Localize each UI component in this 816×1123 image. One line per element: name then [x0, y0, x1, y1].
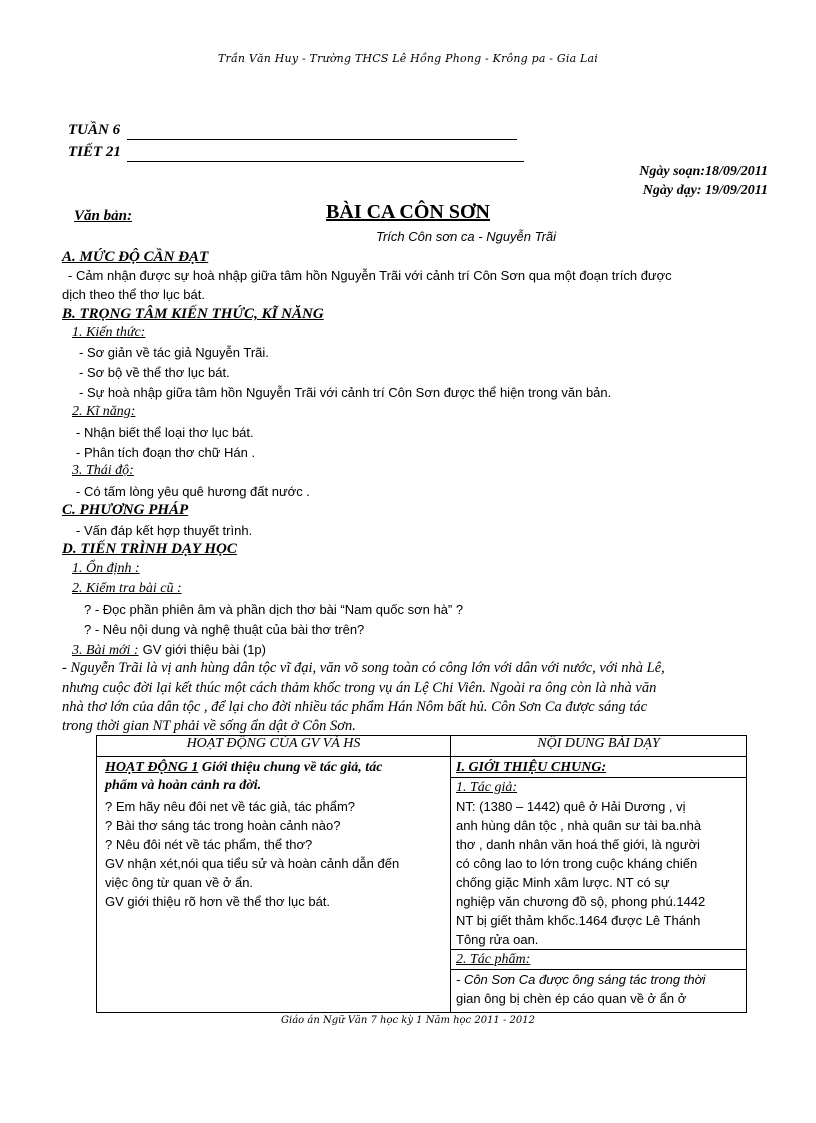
activity-title: [105, 759, 445, 777]
on-dinh-heading: 1. Ổn định :: [72, 561, 140, 576]
ki-nang-heading: 2. Kĩ năng:: [72, 404, 136, 419]
section-c-item: - Vấn đáp kết hợp thuyết trình.: [76, 523, 253, 538]
ki-nang-item: - Phân tích đoạn thơ chữ Hán .: [76, 445, 256, 460]
bai-moi-label: 3. Bài mới :: [72, 643, 139, 658]
activity-line: ? Bài thơ sáng tác trong hoàn cảnh nào?: [105, 818, 341, 833]
ngay-day: Ngày dạy: 19/09/2011: [642, 183, 768, 198]
tac-gia-line: NT: (1380 – 1442) quê ở Hải Dương , vị: [456, 799, 686, 814]
tac-gia-line: thơ , danh nhân văn hoá thế giới, là người: [456, 837, 700, 852]
activity-title-c: phẩm và hoàn cảnh ra đời.: [105, 778, 262, 793]
col2-header: NỘI DUNG BÀI DẠY: [451, 736, 747, 757]
content-heading: I. GIỚI THIỆU CHUNG:: [456, 760, 607, 775]
bai-moi-text: GV giới thiệu bài (1p): [142, 642, 266, 657]
tac-pham-heading: 2. Tác phẩm:: [456, 952, 531, 967]
tac-gia-line: nghiệp văn chương đồ sộ, phong phú.1442: [456, 894, 706, 909]
tac-pham-line: gian ông bị chèn ép cáo quan về ở ẩn ở: [456, 991, 687, 1006]
section-a-heading: A. MỨC ĐỘ CẦN ĐẠT: [62, 249, 209, 265]
activity-title-a: Giới thiệu chung về tác giả, tác: [198, 760, 383, 775]
section-b-heading: B. TRỌNG TÂM KIẾN THỨC, KĨ NĂNG: [62, 306, 324, 322]
intro-line: nhà thơ lớn của dân tộc , để lại cho đời nhiều tác phẩm Hán Nôm bất hủ. Côn Sơn Ca được sáng tác: [62, 699, 648, 715]
page-footer: Giáo án Ngữ Văn 7 học kỳ 1 Năm học 2011 - 2012: [281, 1015, 535, 1026]
page-header: Trần Văn Huy - Trường THCS Lê Hồng Phong - Krông pa - Gia Lai: [217, 52, 599, 65]
tac-gia-line: anh hùng dân tộc , nhà quân sư tài ba.nhà: [456, 818, 702, 833]
lesson-table: [96, 735, 747, 1013]
activity-line: ? Nêu đôi nét về tác phẩm, thể thơ?: [105, 837, 313, 852]
tac-gia-line: NT bị giết thảm khốc.1464 được Lê Thánh: [456, 913, 701, 928]
bai-moi-line: [72, 641, 266, 659]
ki-nang-item: - Nhận biết thể loại thơ lục bát.: [76, 425, 254, 440]
activity-line: ? Em hãy nêu đôi net về tác giả, tác phẩm?: [105, 799, 356, 814]
section-a-line2: dịch theo thể thơ lục bát.: [62, 287, 205, 302]
tiet-underline: [127, 161, 524, 162]
thai-do-heading: 3. Thái độ:: [72, 463, 134, 478]
kiem-tra-item: ? - Nêu nội dung và nghệ thuật của bài thơ trên?: [84, 622, 365, 637]
activity-line: GV nhận xét,nói qua tiểu sử và hoàn cảnh dẫn đến: [105, 856, 400, 871]
ngay-soan: Ngày soạn:18/09/2011: [639, 164, 768, 179]
tac-gia-line: chống giặc Minh xâm lược. NT có sự: [456, 875, 670, 890]
tac-gia-line: Tông rửa oan.: [456, 932, 539, 947]
lesson-title: BÀI CA CÔN SƠN: [326, 201, 490, 223]
thai-do-item: - Có tấm lòng yêu quê hương đất nước .: [76, 484, 310, 499]
activity-line: GV giới thiệu rõ hơn về thể thơ lục bát.: [105, 894, 331, 909]
activity-cell: [97, 757, 451, 1013]
tuan-underline: [127, 139, 517, 140]
section-d-heading: D. TIẾN TRÌNH DẠY HỌC: [62, 541, 237, 557]
kien-thuc-item: - Sự hoà nhập giữa tâm hồn Nguyễn Trãi với cảnh trí Côn Sơn được thể hiện trong văn bản.: [79, 385, 612, 400]
lesson-subtitle: Trích Côn sơn ca - Nguyễn Trãi: [376, 229, 557, 244]
intro-line: trong thời gian NT phải về sống ẩn dật ở Côn Sơn.: [62, 718, 356, 734]
activity-line: việc ông từ quan về ở ẩn.: [105, 875, 254, 890]
van-ban-label: Văn bản:: [74, 208, 132, 224]
col1-header: HOẠT ĐỘNG CỦA GV VÀ HS: [97, 736, 451, 757]
intro-line: nhưng cuộc đời lại kết thúc một cách thảm khốc trong vụ án Lệ Chi Viên. Ngoài ra ông còn là nhà văn: [62, 680, 657, 696]
kiem-tra-item: ? - Đọc phần phiên âm và phần dịch thơ bài “Nam quốc sơn hà” ?: [84, 602, 464, 617]
kiem-tra-heading: 2. Kiểm tra bài cũ :: [72, 581, 182, 596]
tuan-label: TUẦN 6: [68, 122, 121, 138]
content-cell: [451, 757, 747, 1013]
kien-thuc-heading: 1. Kiến thức:: [72, 325, 146, 340]
tiet-label: TIẾT 21: [68, 144, 121, 160]
kien-thuc-item: - Sơ giản về tác giả Nguyễn Trãi.: [79, 345, 269, 360]
tac-gia-line: có công lao to lớn trong cuộc kháng chiến: [456, 856, 698, 871]
kien-thuc-item: - Sơ bộ về thể thơ lục bát.: [79, 365, 230, 380]
section-a-line1: - Cảm nhận được sự hoà nhập giữa tâm hồn Nguyễn Trãi với cảnh trí Côn Sơn qua một đoạn trích được: [68, 268, 672, 283]
tac-pham-line: - Côn Sơn Ca được ông sáng tác trong thời: [456, 972, 706, 987]
intro-line: - Nguyễn Trãi là vị anh hùng dân tộc vĩ đại, văn võ song toàn có công lớn với dân với nước, với nhà Lê,: [62, 660, 665, 676]
tac-gia-heading: 1. Tác giả:: [456, 780, 518, 795]
activity-number: HOẠT ĐỘNG 1: [105, 760, 199, 775]
section-c-heading: C. PHƯƠNG PHÁP: [62, 502, 189, 518]
